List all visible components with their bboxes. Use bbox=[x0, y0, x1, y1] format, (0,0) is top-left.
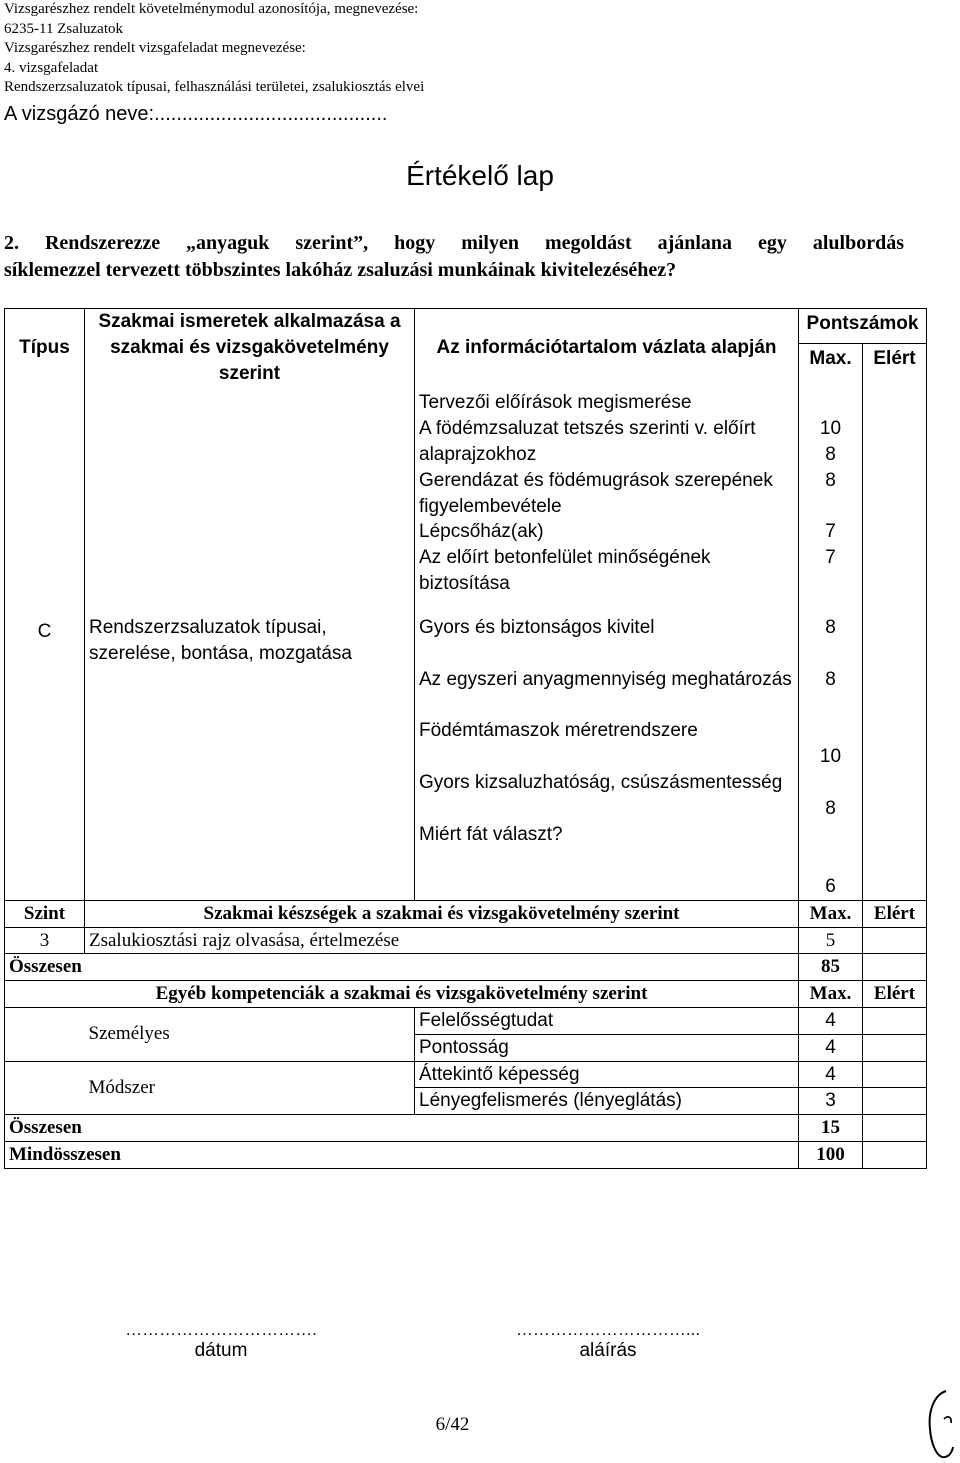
item-heading: Tervezői előírások megismerése bbox=[419, 392, 692, 414]
item-max: 7 bbox=[825, 547, 836, 569]
item-max: 7 bbox=[825, 521, 836, 543]
type-code: C bbox=[5, 615, 85, 900]
total-row bbox=[5, 954, 927, 981]
skills-max: 5 bbox=[799, 927, 863, 954]
question-text bbox=[4, 230, 904, 284]
header-tipus: Típus bbox=[5, 309, 85, 387]
item-max: 10 bbox=[819, 418, 842, 440]
evaluation-table bbox=[4, 308, 927, 1169]
competency-max: 4 bbox=[799, 1061, 863, 1088]
skills-header-szint: Szint bbox=[5, 900, 85, 927]
total-value: 85 bbox=[799, 954, 863, 981]
other-header-label: Egyéb kompetenciák a szakmai és vizsgakövetelmény szerint bbox=[5, 981, 799, 1008]
item-text: Gyors kizsaluzhatóság, csúszásmentesség bbox=[419, 772, 783, 794]
item-group-2 bbox=[415, 615, 799, 900]
table-row bbox=[5, 615, 927, 900]
header-line-module-label: Vizsgarészhez rendelt követelménymodul azonosítója, megnevezése: bbox=[4, 1, 419, 17]
signature-dots: …………………………... bbox=[515, 1320, 701, 1339]
item-group-2-max bbox=[799, 615, 863, 900]
category-szemelyes: Személyes bbox=[85, 1007, 415, 1061]
page-title: Értékelő lap bbox=[406, 160, 554, 191]
other-header-row bbox=[5, 981, 927, 1008]
question-line-2: síklemezzel tervezett többszintes lakóház zsaluzási munkáinak kivitelezéséhez? bbox=[4, 259, 677, 281]
date-signature-block bbox=[96, 1320, 346, 1362]
item-max: 8 bbox=[825, 469, 836, 491]
item-text: Az előírt betonfelület minőségének biztosítása bbox=[419, 547, 711, 594]
grand-total-value: 100 bbox=[799, 1141, 863, 1168]
date-dots: ……………………………. bbox=[125, 1320, 317, 1339]
header-line-task-id: 4. vizsgafeladat bbox=[4, 59, 99, 76]
topic-text: Rendszerzsaluzatok típusai, szerelése, bontása, mozgatása bbox=[85, 615, 415, 900]
item-max: 10 bbox=[819, 746, 842, 768]
competency-text: Pontosság bbox=[415, 1034, 799, 1061]
skills-text: Zsalukiosztási rajz olvasása, értelmezése bbox=[85, 927, 799, 954]
header-info: Az információtartalom vázlata alapján bbox=[415, 309, 799, 387]
skills-header-label: Szakmai készségek a szakmai és vizsgakövetelmény szerint bbox=[85, 900, 799, 927]
candidate-name-line: A vizsgázó neve:.......................................... bbox=[4, 103, 388, 125]
header-line-task-title: Rendszerzsaluzatok típusai, felhasználási területei, zsalukiosztás elvei bbox=[4, 79, 425, 95]
other-header-max: Max. bbox=[799, 981, 863, 1008]
table-header-row bbox=[5, 309, 927, 344]
item-text: Miért fát választ? bbox=[419, 823, 563, 845]
item-text: Lépcsőház(ak) bbox=[419, 521, 544, 543]
item-max: 6 bbox=[825, 875, 836, 897]
page-number: 6/42 bbox=[435, 1414, 470, 1435]
total-row bbox=[5, 1115, 927, 1142]
item-max: 8 bbox=[825, 798, 836, 820]
skills-header-max: Max. bbox=[799, 900, 863, 927]
table-row bbox=[5, 1061, 927, 1088]
item-max: 8 bbox=[825, 616, 836, 638]
item-text: Az egyszeri anyagmennyiség meghatározás bbox=[419, 668, 792, 690]
total-label: Összesen bbox=[5, 1115, 799, 1142]
total-label: Összesen bbox=[5, 954, 799, 981]
grand-total-label: Mindösszesen bbox=[5, 1141, 799, 1168]
skills-header-elert: Elért bbox=[863, 900, 927, 927]
item-max: 8 bbox=[825, 443, 836, 465]
total-value: 15 bbox=[799, 1115, 863, 1142]
header-szakmai: Szakmai ismeretek alkalmazása a szakmai és vizsgakövetelmény szerint bbox=[85, 309, 415, 387]
signature-block bbox=[478, 1320, 738, 1362]
category-modszer: Módszer bbox=[85, 1061, 415, 1115]
header-line-module-id: 6235-11 Zsaluzatok bbox=[4, 20, 123, 37]
competency-max: 4 bbox=[799, 1007, 863, 1034]
date-label: dátum bbox=[194, 1340, 248, 1361]
item-max: 8 bbox=[825, 668, 836, 690]
header-max: Max. bbox=[799, 344, 863, 387]
question-line-1: 2. Rendszerezze „anyaguk szerint”, hogy milyen megoldást ajánlana egy alulbordás bbox=[4, 232, 904, 254]
item-text: Gerendázat és födémugrások szerepének figyelembevétele bbox=[419, 469, 773, 517]
skills-row bbox=[5, 927, 927, 954]
competency-text: Felelősségtudat bbox=[415, 1007, 799, 1034]
competency-max: 4 bbox=[799, 1034, 863, 1061]
item-text: A födémzsaluzat tetszés szerinti v. előírt alaprajzokhoz bbox=[419, 418, 756, 465]
header-line-task-label: Vizsgarészhez rendelt vizsgafeladat megnevezése: bbox=[4, 40, 306, 56]
competency-text: Áttekintő képesség bbox=[415, 1061, 799, 1088]
item-group-1 bbox=[415, 386, 799, 596]
table-row bbox=[5, 1007, 927, 1034]
grand-total-row bbox=[5, 1141, 927, 1168]
item-text: Födémtámaszok méretrendszere bbox=[419, 720, 698, 742]
header-elert: Elért bbox=[863, 344, 927, 387]
document-header bbox=[4, 0, 424, 98]
skills-level: 3 bbox=[5, 927, 85, 954]
handwritten-mark-icon bbox=[922, 1385, 956, 1461]
skills-header-row bbox=[5, 900, 927, 927]
competency-max: 3 bbox=[799, 1088, 863, 1115]
other-header-elert: Elért bbox=[863, 981, 927, 1008]
table-row bbox=[5, 386, 927, 596]
signature-label: aláírás bbox=[579, 1340, 637, 1361]
competency-text: Lényegfelismerés (lényeglátás) bbox=[415, 1088, 799, 1115]
item-text: Gyors és biztonságos kivitel bbox=[419, 616, 655, 638]
header-pontszamok: Pontszámok bbox=[799, 309, 927, 344]
item-group-1-max bbox=[799, 386, 863, 596]
